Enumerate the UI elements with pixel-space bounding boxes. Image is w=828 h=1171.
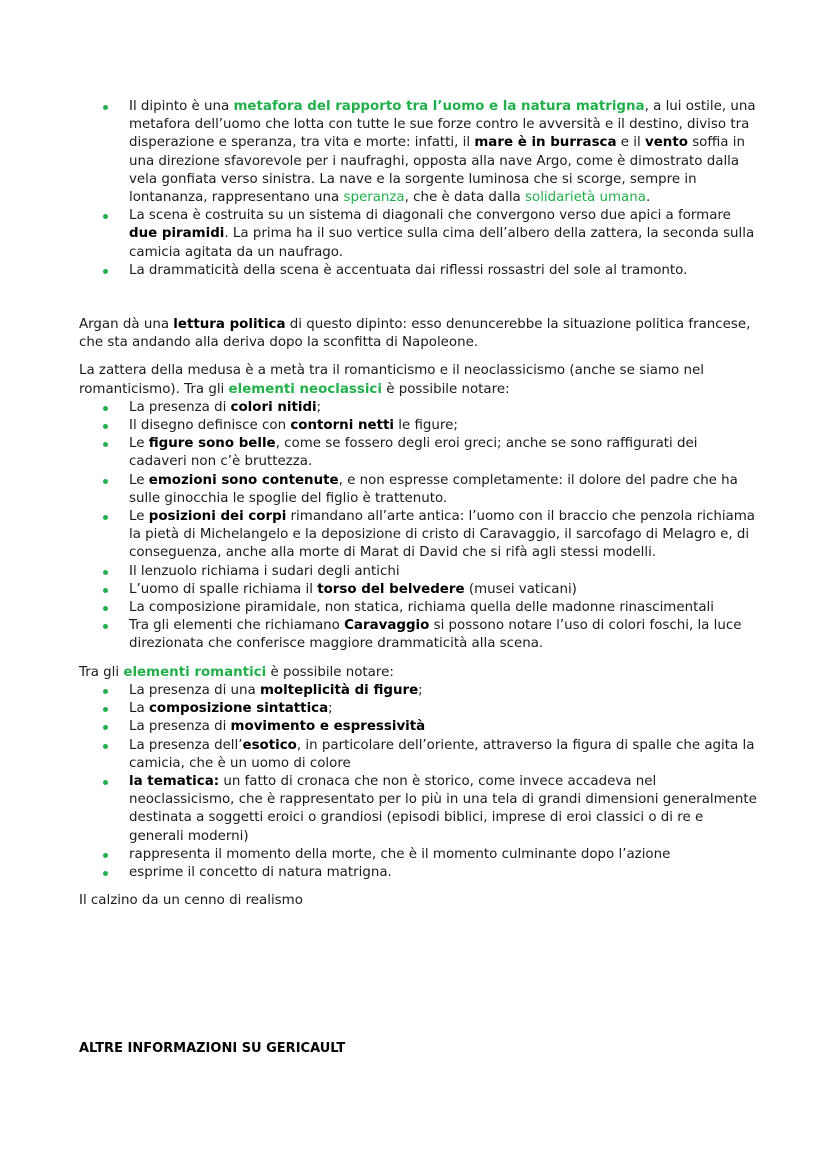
bullet-icon	[103, 406, 108, 411]
list-item: Il dipinto è una metafora del rapporto tra l’uomo e la natura matrigna, a lui ostile, una metafora dell’uomo che lotta con tutte le sue forze contro le avversità e il destino, diviso tra disperazione e speranza, tra vita e morte: infatti, il mare è in burrasca e il vento soffia in una direzione sfavorevole per i naufraghi, opposta alla nave Argo, come è dimostrato dalla vela gonfiata verso sinistra. La nave e la sorgente luminosa che si scorge, sempre in lontananza, rappresentano una speranza, che è data dalla solidarietà umana.	[79, 98, 759, 207]
neoclassical-elements-list	[79, 399, 759, 654]
list-item: La composizione sintattica;	[79, 700, 759, 718]
bullet-icon	[103, 570, 108, 575]
list-item: La scena è costruita su un sistema di diagonali che convergono verso due apici a formare due piramidi. La prima ha il suo vertice sulla cima dell’albero della zattera, la seconda sulla camicia agitata da un naufrago.	[79, 207, 759, 262]
section-heading: ALTRE INFORMAZIONI SU GERICAULT	[79, 1041, 346, 1056]
bullet-icon	[103, 105, 108, 110]
list-item: La drammaticità della scena è accentuata dai riflessi rossastri del sole al tramonto.	[79, 262, 759, 280]
list-item: La presenza dell’esotico, in particolare dell’oriente, attraverso la figura di spalle che agita la camicia, che è un uomo di colore	[79, 737, 759, 773]
list-item: Il lenzuolo richiama i sudari degli antichi	[79, 563, 759, 581]
list-item: la tematica: un fatto di cronaca che non è storico, come invece accadeva nel neoclassicismo, che è rappresentato per lo più in una tela di grandi dimensioni generalmente destinata a soggetti eroici o grandiosi (episodi biblici, imprese di eroi classici o di re e generali moderni)	[79, 773, 759, 846]
paragraph-realism: Il calzino da un cenno di realismo	[79, 893, 303, 909]
paragraph-romantic-intro: Tra gli elementi romantici è possibile notare:	[79, 664, 394, 680]
paragraph-argan: Argan dà una lettura politica di questo dipinto: esso denuncerebbe la situazione politica francese, che sta andando alla deriva dopo la sconfitta di Napoleone.	[79, 317, 751, 351]
list-item: L’uomo di spalle richiama il torso del belvedere (musei vaticani)	[79, 581, 759, 599]
list-item: Le posizioni dei corpi rimandano all’arte antica: l’uomo con il braccio che penzola richiama la pietà di Michelangelo e la deposizione di cristo di Caravaggio, il sarcofago di Melagro e, di conseguenza, anche alla morte di Marat di David che si rifà agli stessi modelli.	[79, 508, 759, 563]
list-item: La presenza di movimento e espressività	[79, 718, 759, 736]
painting-analysis-list	[79, 98, 759, 280]
list-item: Il disegno definisce con contorni netti le figure;	[79, 417, 759, 435]
bullet-icon	[103, 269, 108, 274]
list-item: La presenza di colori nitidi;	[79, 399, 759, 417]
bullet-icon	[103, 588, 108, 593]
bullet-icon	[103, 214, 108, 219]
list-item: esprime il concetto di natura matrigna.	[79, 864, 759, 882]
list-item: rappresenta il momento della morte, che è il momento culminante dopo l’azione	[79, 846, 759, 864]
bullet-icon	[103, 479, 108, 484]
paragraph-neoclassical-intro: La zattera della medusa è a metà tra il romanticismo e il neoclassicismo (anche se siamo nel romanticismo). Tra gli elementi neoclassici è possibile notare:	[79, 363, 704, 397]
romantic-elements-list	[79, 682, 759, 882]
bullet-icon	[103, 442, 108, 447]
bullet-icon	[103, 780, 108, 785]
bullet-icon	[103, 744, 108, 749]
bullet-icon	[103, 515, 108, 520]
bullet-icon	[103, 853, 108, 858]
bullet-icon	[103, 707, 108, 712]
bullet-icon	[103, 689, 108, 694]
bullet-icon	[103, 725, 108, 730]
list-item: Le figure sono belle, come se fossero degli eroi greci; anche se sono raffigurati dei cadaveri non c’è bruttezza.	[79, 435, 759, 471]
bullet-icon	[103, 424, 108, 429]
list-item: La presenza di una molteplicità di figure;	[79, 682, 759, 700]
document-body	[79, 98, 759, 910]
list-item: La composizione piramidale, non statica, richiama quella delle madonne rinascimentali	[79, 599, 759, 617]
list-item: Le emozioni sono contenute, e non espresse completamente: il dolore del padre che ha sulle ginocchia le spoglie del figlio è trattenuto.	[79, 472, 759, 508]
bullet-icon	[103, 871, 108, 876]
bullet-icon	[103, 606, 108, 611]
list-item: Tra gli elementi che richiamano Caravaggio si possono notare l’uso di colori foschi, la luce direzionata che conferisce maggiore drammaticità alla scena.	[79, 617, 759, 653]
bullet-icon	[103, 624, 108, 629]
